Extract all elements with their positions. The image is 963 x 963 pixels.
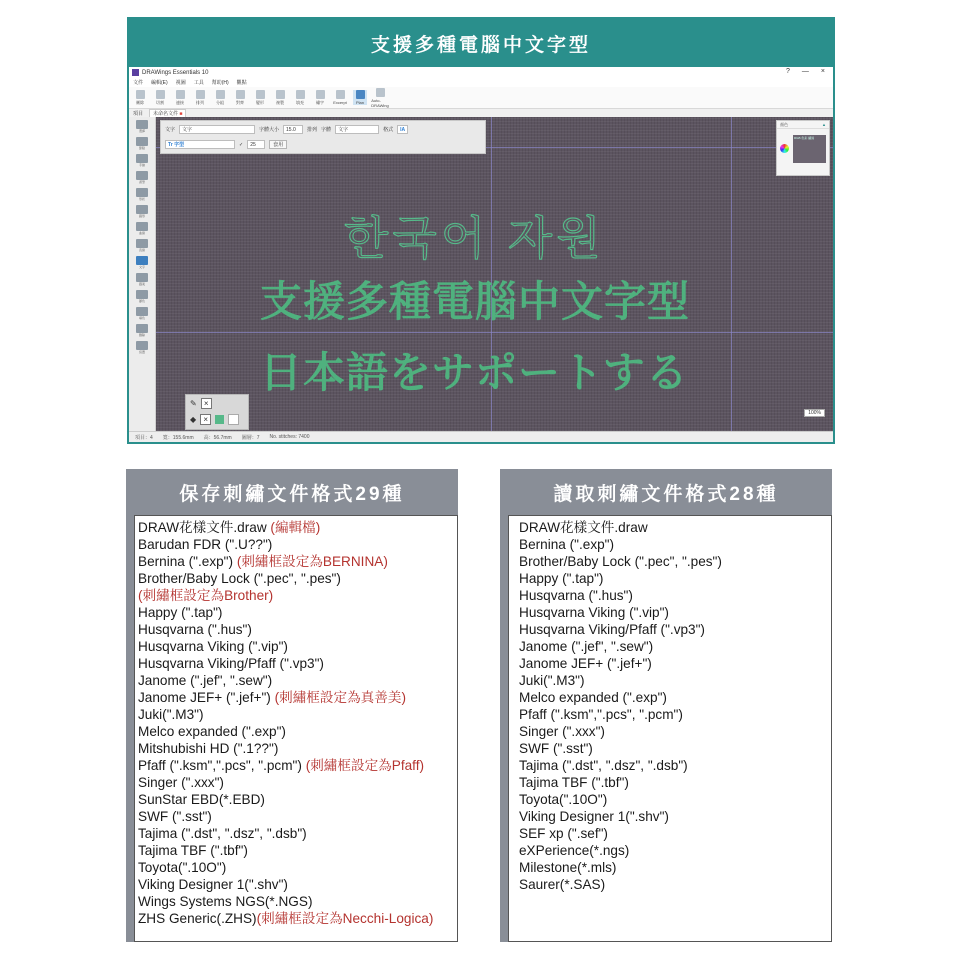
ribbon-label: 繡字 [316,99,324,105]
read-format-item: eXPerience(*.ngs) [519,843,630,858]
checkbox-icon[interactable]: ✓ [239,141,244,148]
format-name: Husqvarna (".hus") [138,622,252,637]
save-format-item [138,859,433,876]
guide-line [731,117,732,431]
tool-label: 文字 [138,265,145,269]
read-format-item: Tajima (".dst", ".dsz", ".dsb") [519,758,688,773]
curve-icon [136,222,148,231]
tool-node[interactable] [134,137,150,151]
ribbon-label: 複製 [276,99,284,105]
read-format-item: Brother/Baby Lock (".pec", ".pes") [519,554,722,569]
menu-file[interactable]: 文件 [133,80,144,86]
format-label: 格式 [383,127,394,133]
line-icon [136,239,148,248]
no-color-icon[interactable]: × [200,414,211,425]
read-format-item: Singer (".xxx") [519,724,605,739]
ribbon-fill-button[interactable] [293,90,307,106]
ribbon-label: Excerpt [333,100,347,105]
ribbon-plan-button[interactable] [353,90,367,105]
no-color-icon[interactable]: × [201,398,212,409]
tool-sidebar [129,117,156,431]
format-note: (刺繡框設定為Pfaff) [305,758,425,773]
text-properties-bar [160,120,486,154]
format-name: Viking Designer 1(".shv") [138,877,288,892]
tool-freehand[interactable] [134,154,150,168]
tool-label: 填色 [138,316,145,320]
color-panel [776,120,830,176]
menu-view[interactable]: 視圖 [175,80,186,86]
format-name: Juki(".M3") [138,707,204,722]
ribbon-cut-button[interactable] [153,90,167,106]
window-title: DRAWings Essentials 10 [142,69,209,76]
green-swatch[interactable] [215,415,224,424]
layout-label: 排列 [307,127,318,133]
ribbon-label: Auto-DRAWing [371,97,389,108]
format-select[interactable]: Tr 字型 [165,140,235,149]
text-sample[interactable]: IA [397,125,408,134]
save-format-item [138,570,433,587]
format-name: Barudan FDR (".U??") [138,537,273,552]
save-format-item [138,825,433,842]
menu-perspective[interactable]: 觀點 [236,80,247,86]
format-name: Tajima (".dst", ".dsz", ".dsb") [138,826,307,841]
save-format-item [138,876,433,893]
status-items: 項目：4 [135,434,153,441]
arrange-icon [196,90,205,99]
format-name: ZHS Generic(.ZHS) [138,911,257,926]
color-wheel-icon[interactable] [780,144,789,153]
save-format-item [138,706,433,723]
pattern-icon [136,273,148,282]
tool-label: 設置 [138,350,145,354]
size-label: 字體大小 [259,127,280,133]
collapse-up-icon[interactable]: ▲ [822,122,826,127]
text-label: 文字 [165,127,176,133]
white-swatch[interactable] [228,414,239,425]
status-width: 寬：155.6mm [162,434,194,441]
font-select[interactable]: 文字 [335,125,379,134]
read-format-item: Husqvarna (".hus") [519,588,633,603]
save-formats-title: 保存刺繡文件格式29種 [126,469,458,515]
properties-row-2 [165,140,287,149]
save-formats-list [138,519,433,927]
format-note: (刺繡框設定為BERNINA) [236,554,388,569]
read-format-item: Viking Designer 1(".shv") [519,809,669,824]
read-format-item: Pfaff (".ksm",".pcs", ".pcm") [519,707,683,722]
read-formats-list [519,519,722,893]
ribbon-label: 分組 [216,99,224,105]
ribbon-autodrawing-button[interactable] [373,88,387,108]
group-icon [216,90,225,99]
save-formats-box [134,515,458,942]
select-icon [136,120,148,129]
tool-label: 顏色 [138,299,145,303]
read-format-item: Juki(".M3") [519,673,585,688]
close-tab-icon[interactable]: ■ [179,110,183,117]
tool-settings[interactable] [134,341,150,355]
read-format-item: Tajima TBF (".tbf") [519,775,629,790]
format-note: (編輯檔) [270,520,321,535]
tool-select[interactable] [134,120,150,134]
read-formats-title: 讀取刺繡文件格式28種 [500,469,832,515]
status-layers: 圖層：7 [241,434,260,441]
menu-help[interactable]: 幫助(H) [211,80,229,86]
ribbon-group-button[interactable] [213,90,227,106]
ribbon-copy-button[interactable] [273,90,287,106]
read-formats-box [508,515,832,942]
format-name: SunStar EBD(*.EBD) [138,792,265,807]
tool-label: 手繪 [138,163,145,167]
title-bar [129,67,833,78]
settings-icon [136,341,148,350]
tool-color[interactable] [134,290,150,304]
save-format-item [138,621,433,638]
window-controls [786,68,825,75]
color-info: RGB 色彩 繡線 [793,135,826,163]
status-bar [129,431,833,442]
save-format-item [138,553,433,570]
tool-label: 形狀 [138,197,145,201]
color-panel-title: 顏色 [780,121,788,127]
excerpt-icon [336,90,345,99]
color-panel-header [777,121,829,129]
tool-pattern[interactable] [134,273,150,287]
shape-icon [136,188,148,197]
design-canvas[interactable] [156,117,833,431]
save-format-item [138,757,433,774]
ribbon-lettering-button[interactable] [313,90,327,106]
read-format-item: Happy (".tap") [519,571,604,586]
menu-tools[interactable]: 工具 [193,80,204,86]
save-format-item [138,655,433,672]
circle-icon [136,205,148,214]
ribbon-label: 對齊 [236,99,244,105]
tool-line[interactable] [134,239,150,253]
join-icon [176,90,185,99]
tab-document-label: 未命名文件 [153,110,179,117]
thread-row-2 [190,414,239,425]
save-format-item [138,842,433,859]
tool-label: 圓形 [138,214,145,218]
app-window [129,67,833,442]
save-format-item [138,893,433,910]
format-name: Husqvarna Viking/Pfaff (".vp3") [138,656,324,671]
fill-bucket-icon: ◆ [190,415,197,424]
delete-icon [136,90,145,99]
tool-label: 圖案 [138,282,145,286]
save-format-item [138,536,433,553]
menu-edit[interactable]: 編輯(E) [151,80,168,86]
read-format-item: Husqvarna Viking (".vip") [519,605,669,620]
ribbon-label: Plan [355,100,364,105]
cut-icon [156,90,165,99]
read-format-item: Saurer(*.SAS) [519,877,606,892]
thread-color-panel [185,394,249,430]
read-format-item: DRAW花樣文件.draw [519,520,648,535]
ribbon-label: 連接 [176,99,184,105]
ribbon-label: 填充 [296,99,304,105]
save-format-item [138,791,433,808]
save-format-item [138,604,433,621]
ribbon-transform-button[interactable] [253,90,267,106]
format-note: (刺繡框設定為Necchi-Logica) [256,911,434,926]
tool-label: 畫筆 [138,180,145,184]
format-name: Mitshubishi HD (".1??") [138,741,279,756]
brush-icon [136,171,148,180]
format-name: Pfaff (".ksm",".pcs", ".pcm") [138,758,306,773]
ribbon-label: 變形 [256,99,264,105]
transform-icon [256,90,265,99]
auto-drawing-icon [376,88,385,97]
save-format-item [138,672,433,689]
text-tool-icon [136,256,148,265]
ribbon-label: 排列 [196,99,204,105]
text-input[interactable]: 文字 [179,125,255,134]
fill-tool-icon [136,307,148,316]
format-name: Tajima TBF (".tbf") [138,843,248,858]
size-input[interactable]: 15.0 [283,125,303,134]
needle-icon: ✎ [190,399,197,408]
format-name: Janome (".jef", ".sew") [138,673,273,688]
save-format-item [138,910,433,927]
lettering-icon [316,90,325,99]
format-name: Janome JEF+ (".jef+") [138,690,275,705]
copy-icon [276,90,285,99]
tool-label: 曲線 [138,231,145,235]
align-icon [236,90,245,99]
format-name: Wings Systems NGS(*.NGS) [138,894,313,909]
read-format-item: Husqvarna Viking/Pfaff (".vp3") [519,622,705,637]
format-name: Happy (".tap") [138,605,223,620]
read-format-item: SEF xp (".sef") [519,826,608,841]
format-name: Singer (".xxx") [138,775,224,790]
font-label: 字體 [321,127,332,133]
tool-label: 刪除 [138,333,145,337]
document-tabs [129,109,833,117]
save-format-item [138,587,433,604]
save-format-item [138,723,433,740]
node-icon [136,137,148,146]
ribbon-join-button[interactable] [173,90,187,106]
help-button[interactable]: ? [786,68,790,75]
plan-icon [356,90,365,99]
banner-title: 支援多種電腦中文字型 [129,19,833,67]
format-name: Bernina (".exp") [138,554,237,569]
zoom-level[interactable]: 100% [804,409,825,417]
ribbon-excerpt-button[interactable] [333,90,347,105]
menu-bar [129,78,833,87]
ribbon-label: 刪除 [136,99,144,105]
ribbon-arrange-button[interactable] [193,90,207,106]
save-format-item [138,519,433,536]
save-format-item [138,689,433,706]
embroidery-text-korean[interactable]: 한국어 자원 [344,211,605,265]
thread-row-1 [190,398,212,409]
ribbon-label: 切割 [156,99,164,105]
spacing-input[interactable]: 25 [247,140,265,149]
format-note: (刺繡框設定為Brother) [138,588,274,603]
tool-shape[interactable] [134,188,150,202]
close-button[interactable]: × [820,68,825,75]
app-logo-icon [132,69,139,76]
read-format-item: Toyota(".10O") [519,792,608,807]
read-format-item: Janome JEF+ (".jef+") [519,656,652,671]
read-format-item: Milestone(*.mls) [519,860,617,875]
properties-row-1 [165,125,408,134]
format-note: (刺繡框設定為真善美) [274,690,406,705]
tool-text[interactable] [134,256,150,270]
ribbon-delete-button[interactable] [133,90,147,106]
tool-fill[interactable] [134,307,150,321]
tool-curve[interactable] [134,222,150,236]
ribbon-align-button[interactable] [233,90,247,106]
format-name: DRAW花樣文件.draw [138,520,271,535]
save-format-item [138,638,433,655]
format-name: Husqvarna Viking (".vip") [138,639,288,654]
fill-icon [296,90,305,99]
erase-icon [136,324,148,333]
format-name: SWF (".sst") [138,809,212,824]
ribbon-toolbar [129,87,833,109]
save-format-item [138,774,433,791]
embroidery-text-chinese[interactable]: 支援多種電腦中文字型 [260,277,691,326]
minimize-button[interactable]: — [801,68,809,75]
tool-circle[interactable] [134,205,150,219]
read-format-item: Janome (".jef", ".sew") [519,639,654,654]
tab-project[interactable]: 項目 [133,110,144,117]
save-format-item [138,808,433,825]
format-name: Toyota(".10O") [138,860,227,875]
apply-button[interactable]: 套用 [269,140,287,149]
status-height: 高：56.7mm [203,434,232,441]
tool-erase[interactable] [134,324,150,338]
tool-label: 選擇 [138,129,145,133]
format-name: Brother/Baby Lock (".pec", ".pes") [138,571,341,586]
read-format-item: Melco expanded (".exp") [519,690,667,705]
read-format-item: Bernina (".exp") [519,537,615,552]
embroidery-text-japanese[interactable]: 日本語をサポートする [260,348,689,397]
color-icon [136,290,148,299]
software-screenshot [127,17,835,444]
format-name: Melco expanded (".exp") [138,724,286,739]
save-format-item [138,740,433,757]
tool-label: 節點 [138,146,145,150]
status-stitches: No. stitches: 7400 [269,434,310,440]
freehand-icon [136,154,148,163]
tool-brush[interactable] [134,171,150,185]
tool-label: 直線 [138,248,145,252]
read-format-item: SWF (".sst") [519,741,593,756]
